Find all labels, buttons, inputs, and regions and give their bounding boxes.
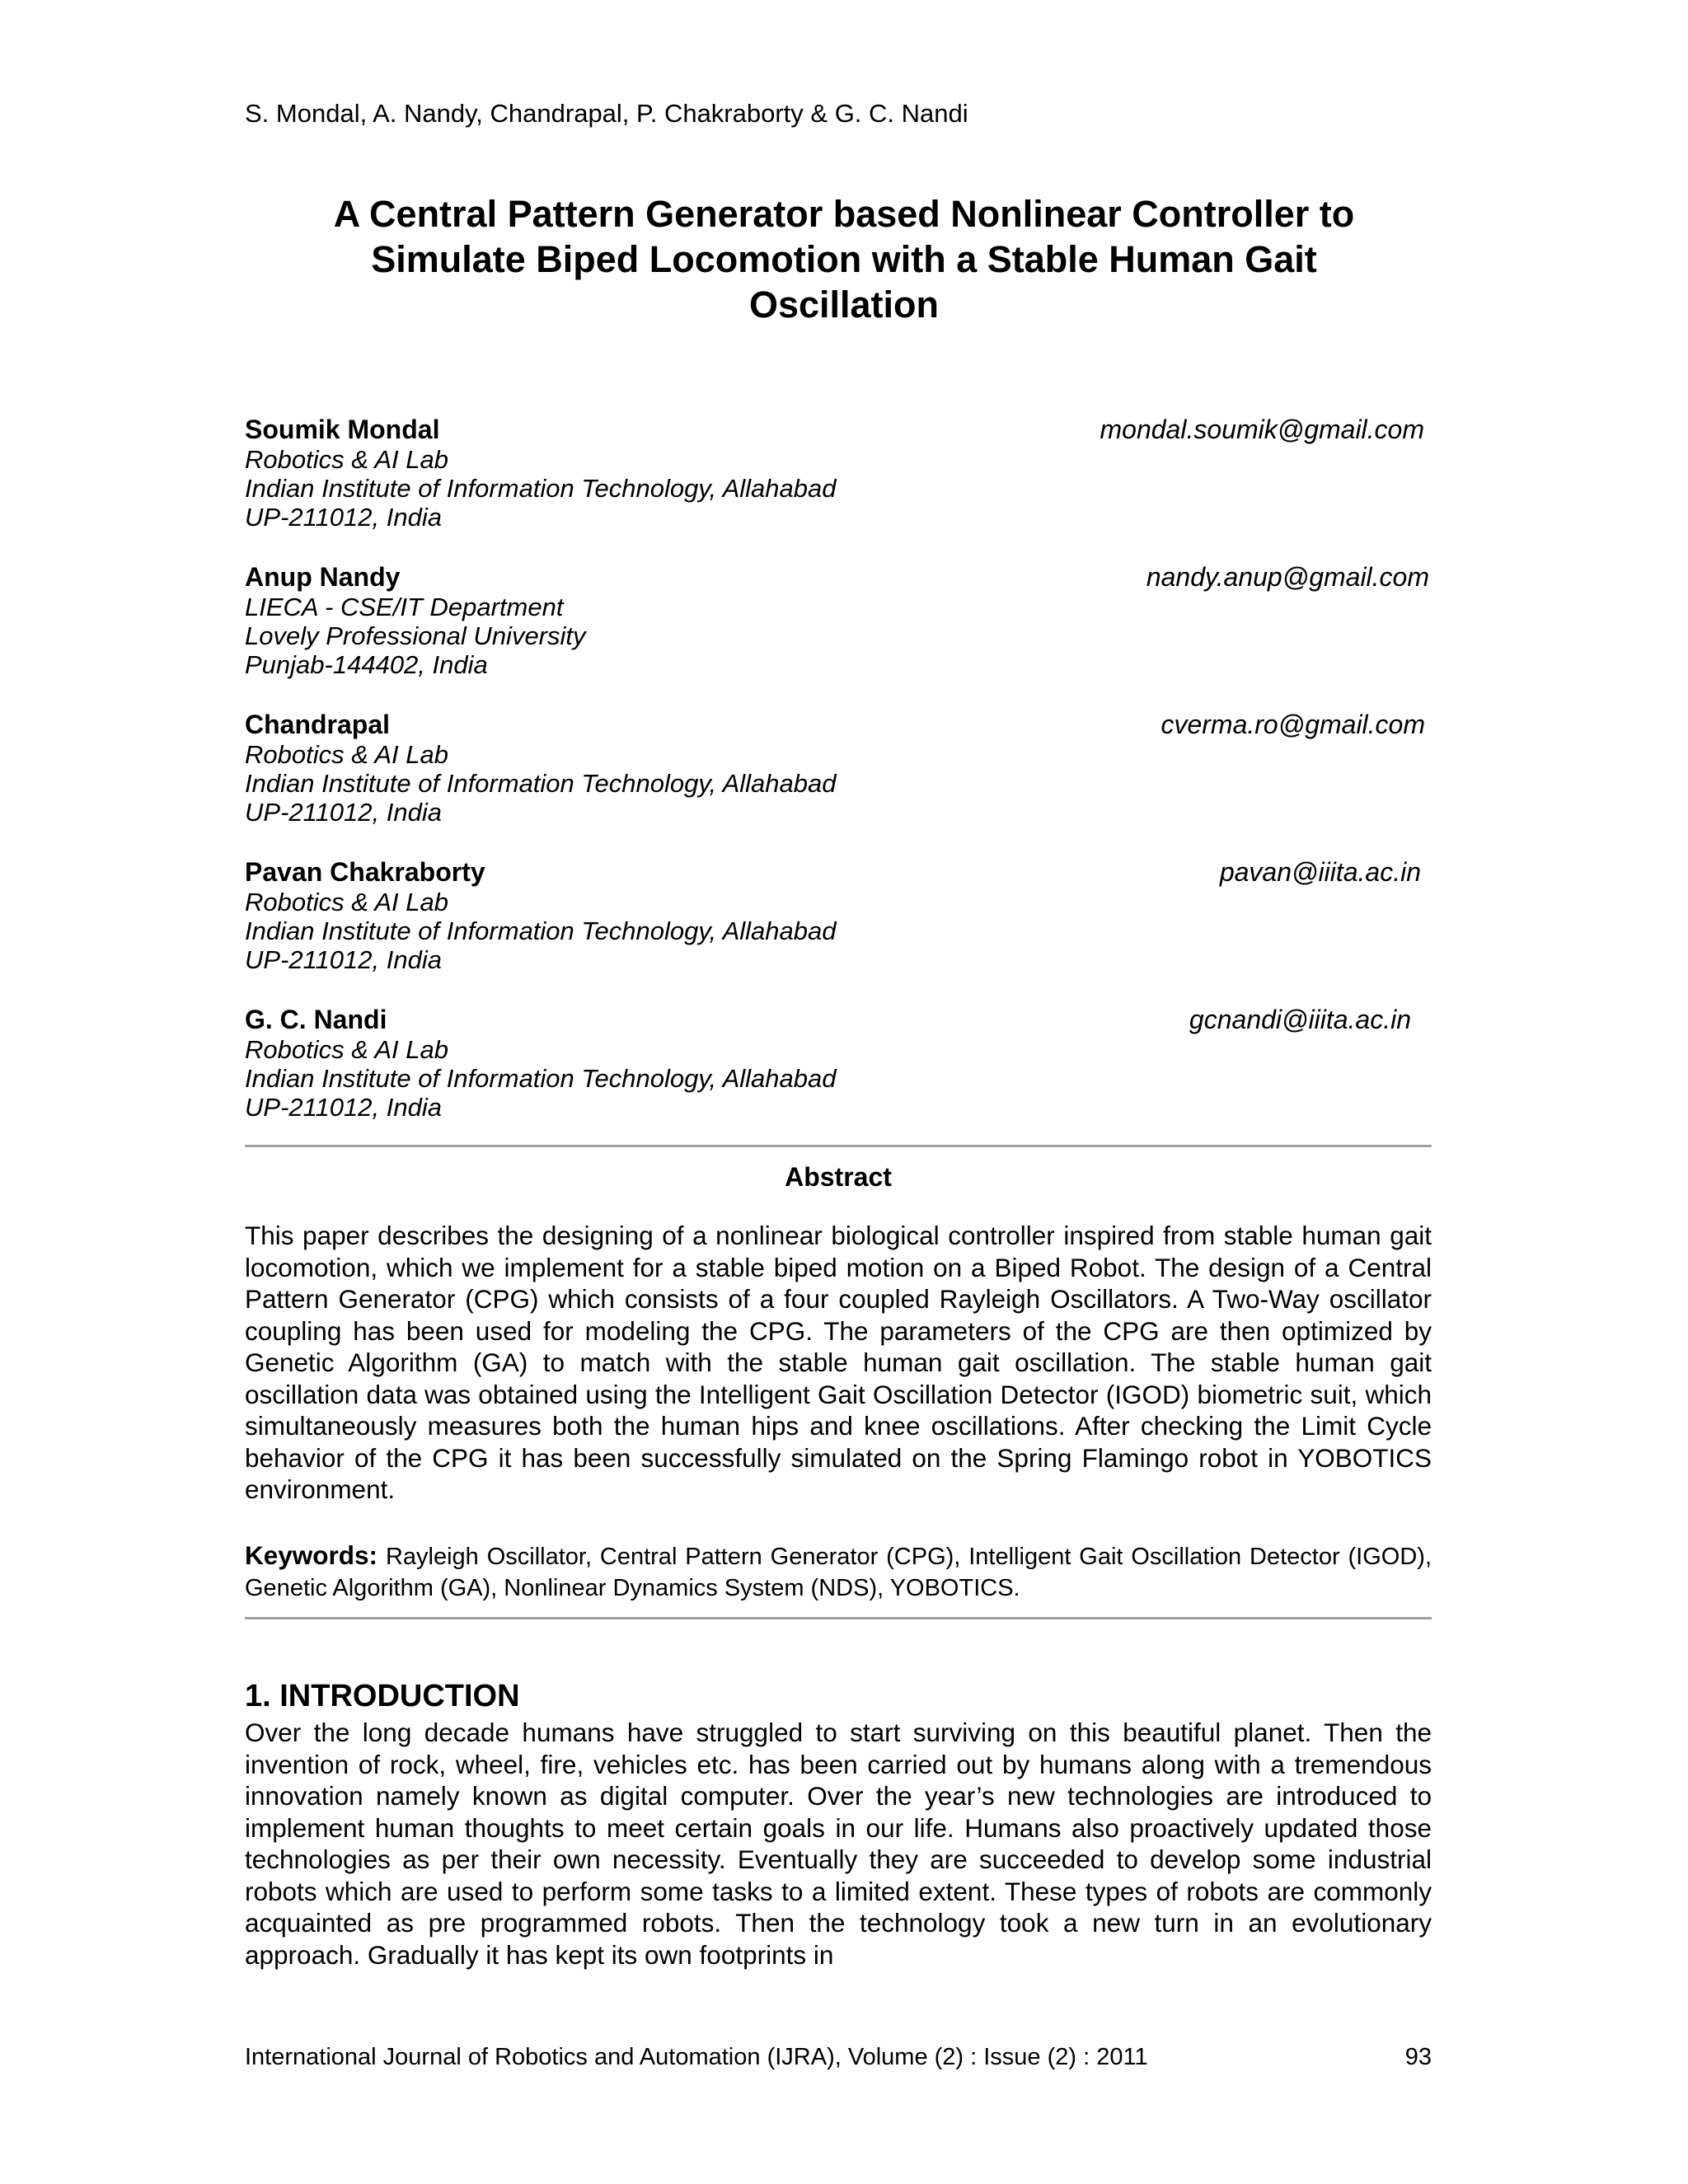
author-affiliation-line: Indian Institute of Information Technology, Allahabad [245,1064,837,1093]
author-affiliation-line: Punjab-144402, India [245,650,488,679]
divider-top [245,1145,1432,1147]
author-block [245,414,1432,532]
keywords-label: Keywords: [245,1540,378,1570]
author-name: G. C. Nandi [245,1005,387,1034]
introduction-text: Over the long decade humans have struggled to start surviving on this beautiful planet. Then the invention of rock, wheel, fire, vehicles etc. has been carried out by humans along with a tremendous innovation namely known as digital computer. Over the year’s new technologies are introduced to implement human thoughts to meet certain goals in our life. Humans also proactively updated those technologies as per their own necessity. Eventually they are succeeded to develop some industrial robots which are used to perform some tasks to a limited extent. These types of robots are commonly acquainted as pre programmed robots. Then the technology took a new turn in an evolutionary approach. Gradually it has kept its own footprints in [245,1718,1432,1970]
author-name: Soumik Mondal [245,415,440,444]
author-name: Chandrapal [245,710,391,739]
footer-journal: International Journal of Robotics and Automation (IJRA), Volume (2) : Issue (2) : 2011 [245,2044,1148,2070]
author-block [245,709,1432,827]
author-block [245,1004,1432,1122]
title-line-1: A Central Pattern Generator based Nonlinear Controller to [333,193,1355,235]
author-affiliation-line: UP-211012, India [245,503,442,532]
section-heading-introduction: 1. INTRODUCTION [245,1679,520,1713]
author-email: cverma.ro@gmail.com [1160,710,1425,739]
abstract-heading: Abstract [785,1162,892,1192]
abstract-text: This paper describes the designing of a nonlinear biological controller inspired from stable human gait locomotion, which we implement for a stable biped motion on a Biped Robot. The design of a Central Pattern Generator (CPG) which consists of a four coupled Rayleigh Oscillators. A Two-Way oscillator coupling has been used for modeling the CPG. The parameters of the CPG are then optimized by Genetic Algorithm (GA) to match with the stable human gait oscillation. The stable human gait oscillation data was obtained using the Intelligent Gait Oscillation Detector (IGOD) biometric suit, which simultaneously measures both the human hips and knee oscillations. After checking the Limit Cycle behavior of the CPG it has been successfully simulated on the Spring Flamingo robot in YOBOTICS environment. [245,1221,1432,1504]
author-affiliation-line: LIECA - CSE/IT Department [245,593,564,621]
author-affiliation-line: Indian Institute of Information Technology, Allahabad [245,769,837,798]
keywords [245,1540,1432,1604]
author-block [245,561,1432,679]
paper-title [245,191,1443,327]
page-number: 93 [1404,2044,1432,2070]
author-email: pavan@iiita.ac.in [1219,857,1421,887]
author-affiliation-line: Robotics & AI Lab [245,888,448,916]
author-block [245,856,1432,974]
author-name: Pavan Chakraborty [245,857,485,887]
author-affiliation-line: Robotics & AI Lab [245,1035,448,1064]
author-affiliation-line: UP-211012, India [245,945,442,974]
author-affiliation-line: Indian Institute of Information Technology, Allahabad [245,916,837,945]
author-affiliation-line: Lovely Professional University [245,621,586,650]
running-head: S. Mondal, A. Nandy, Chandrapal, P. Chakraborty & G. C. Nandi [245,99,968,128]
author-affiliation-line: Robotics & AI Lab [245,740,448,769]
author-affiliation-line: Indian Institute of Information Technology, Allahabad [245,474,837,503]
title-line-3: Oscillation [748,284,940,326]
author-affiliation-line: UP-211012, India [245,798,442,827]
author-email: gcnandi@iiita.ac.in [1189,1005,1411,1034]
title-line-2: Simulate Biped Locomotion with a Stable Human Gait [371,238,1317,280]
keywords-text: Rayleigh Oscillator, Central Pattern Generator (CPG), Intelligent Gait Oscillation Detector (IGOD), Genetic Algorithm (GA), Nonlinear Dynamics System (NDS), YOBOTICS. [245,1544,1432,1601]
divider-bottom [245,1617,1432,1619]
page-footer [245,2041,1432,2073]
author-email: mondal.soumik@gmail.com [1100,415,1424,444]
author-name: Anup Nandy [245,562,401,592]
author-affiliation-line: UP-211012, India [245,1093,442,1122]
author-affiliation-line: Robotics & AI Lab [245,445,448,474]
author-email: nandy.anup@gmail.com [1146,562,1429,592]
